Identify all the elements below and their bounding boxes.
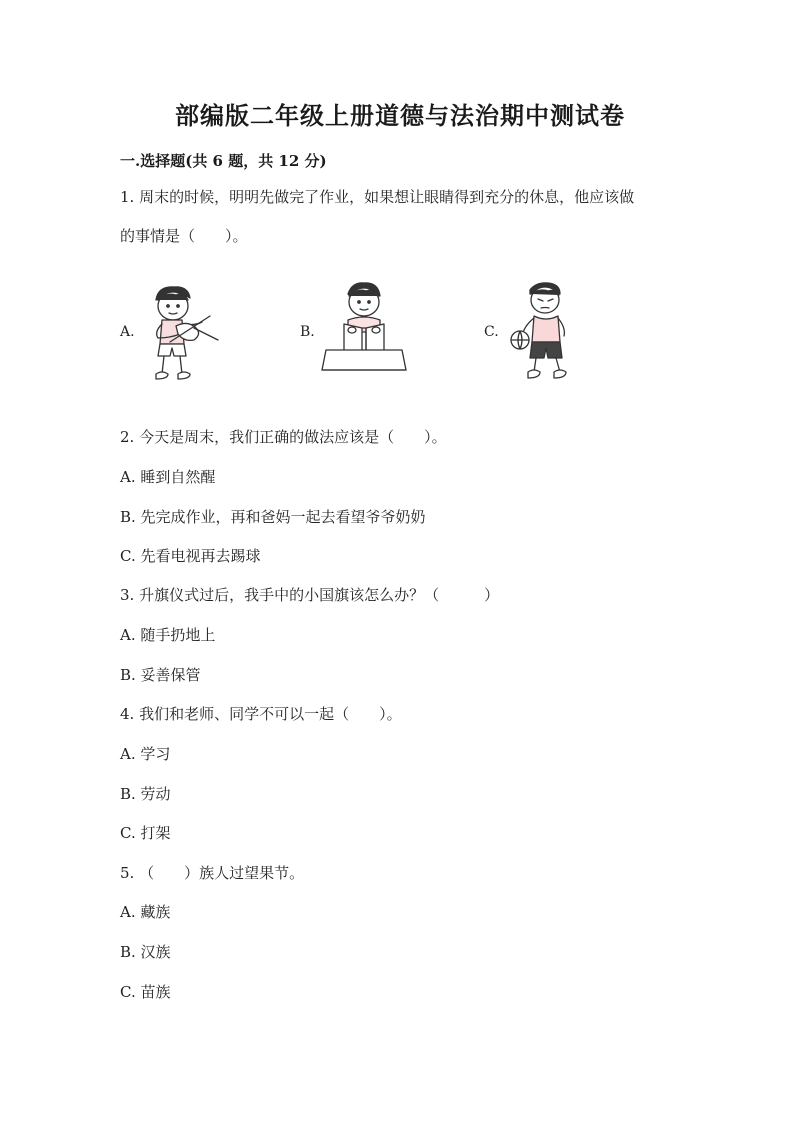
question-4-option-b: B. 劳动 [120,785,171,803]
question-1-option-c-label: C. [484,324,499,340]
question-4-option-c: C. 打架 [120,824,171,842]
question-1-option-a-label: A. [120,324,135,340]
section-heading: 一.选择题(共 6 题，共 12 分) [120,152,327,170]
question-1-stem-line-2: 的事情是（ ）。 [120,227,248,245]
question-2-option-a: A. 睡到自然醒 [120,468,216,486]
boy-playing-violin-icon [140,282,226,386]
question-3-option-b: B. 妥善保管 [120,666,201,684]
question-1-stem-line-1: 1. 周末的时候，明明先做完了作业，如果想让眼睛得到充分的休息，他应该做 [120,188,635,206]
page-title: 部编版二年级上册道德与法治期中测试卷 [175,101,625,130]
question-1-option-b-label: B. [300,324,315,340]
question-4-stem: 4. 我们和老师、同学不可以一起（ ）。 [120,705,402,723]
question-5-option-a: A. 藏族 [120,903,171,921]
question-4-option-a: A. 学习 [120,745,171,763]
boy-reading-book-icon [318,280,408,378]
question-2-option-c: C. 先看电视再去踢球 [120,547,261,565]
boy-dribbling-basketball-icon [506,280,582,384]
question-5-option-c: C. 苗族 [120,983,171,1001]
question-5-stem: 5. （ ）族人过望果节。 [120,864,305,882]
question-3-stem: 3. 升旗仪式过后，我手中的小国旗该怎么办？（ ） [120,586,500,604]
question-5-option-b: B. 汉族 [120,943,171,961]
question-2-stem: 2. 今天是周末，我们正确的做法应该是（ ）。 [120,428,447,446]
question-3-option-a: A. 随手扔地上 [120,626,216,644]
question-2-option-b: B. 先完成作业，再和爸妈一起去看望爷爷奶奶 [120,508,426,526]
